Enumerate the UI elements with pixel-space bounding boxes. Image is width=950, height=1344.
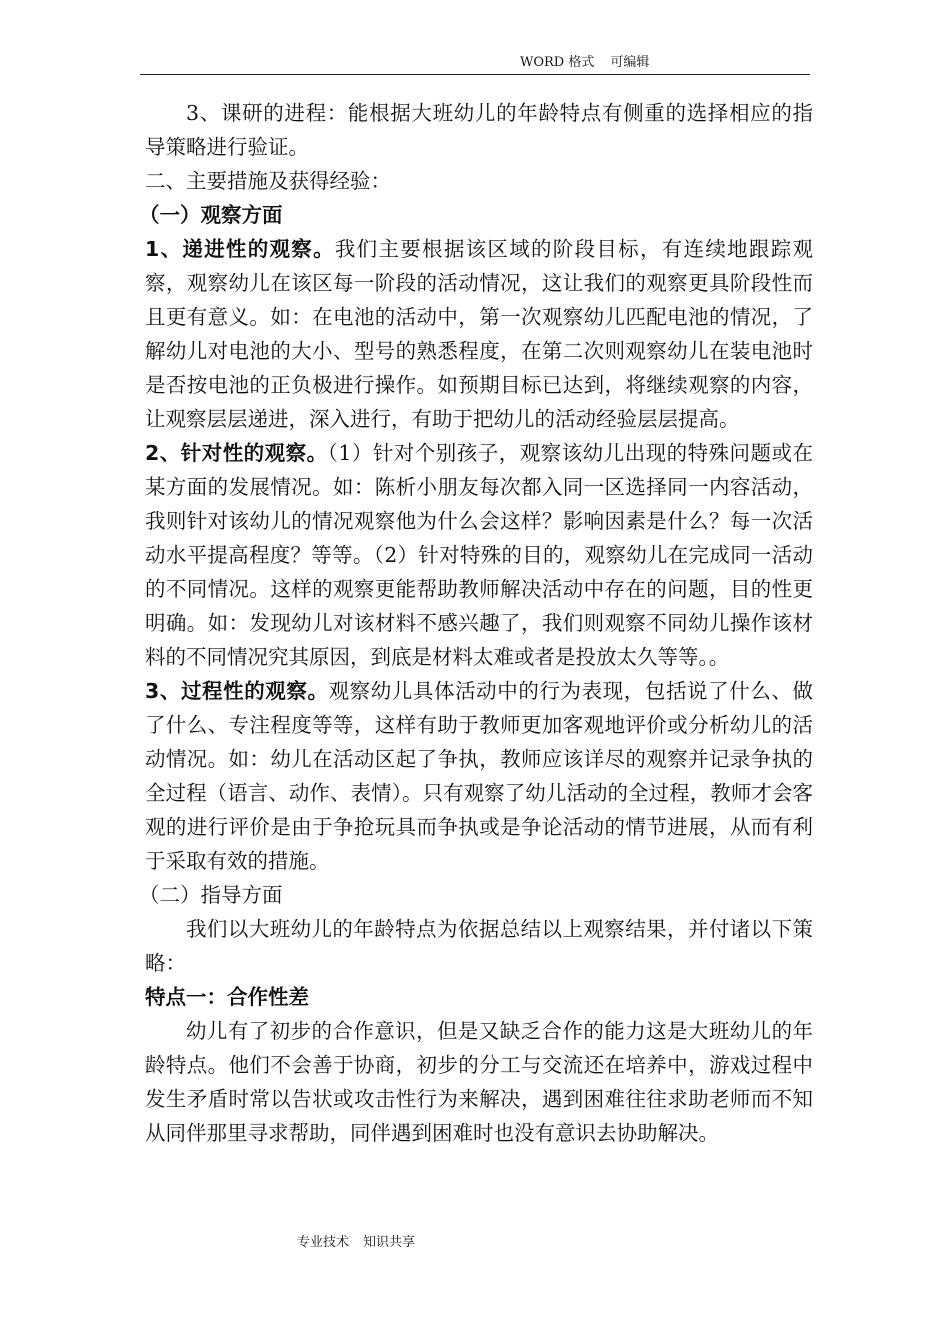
- paragraph-research-progress: 3、课研的进程：能根据大班幼儿的年龄特点有侧重的选择相应的指导策略进行验证。: [145, 101, 813, 159]
- lead-targeted-observation: 2、针对性的观察。: [145, 441, 328, 465]
- heading-guidance: （二）指导方面: [139, 883, 283, 907]
- footer-share-label: 知识共享: [363, 1235, 416, 1250]
- footer-tech-label: 专业技术: [297, 1235, 350, 1250]
- header-editable-label: 可编辑: [610, 55, 650, 70]
- lead-process-observation: 3、过程性的观察。: [145, 679, 329, 703]
- paragraph-process-observation: [145, 674, 813, 878]
- document-body: [139, 96, 814, 1150]
- lead-progressive-observation: 1、递进性的观察。: [145, 237, 335, 261]
- paragraph-targeted-observation: [145, 436, 813, 674]
- paragraph-progressive-observation: [145, 232, 813, 436]
- page-header: [140, 55, 810, 75]
- text-progressive-observation: 我们主要根据该区域的阶段目标，有连续地跟踪观察，观察幼儿在该区每一阶段的活动情况，这让我们的观察更具阶段性而且更有意义。如：在电池的活动中，第一次观察幼儿匹配电池的情况，了解幼儿对电池的大小、型号的熟悉程度，在第二次则观察幼儿在装电池时是否按电池的正负极进行操作。如预期目标已达到，将继续观察的内容，让观察层层递进，深入进行，有助于把幼儿的活动经验层层提高。: [145, 237, 814, 431]
- paragraph-feature-one: 幼儿有了初步的合作意识，但是又缺乏合作的能力这是大班幼儿的年龄特点。他们不会善于协商，初步的分工与交流还在培养中，游戏过程中发生矛盾时常以告状或攻击性行为来解决，遇到困难往往求助老师而不知从同伴那里寻求帮助，同伴遇到困难时也没有意识去协助解决。: [145, 1019, 813, 1145]
- paragraph-guidance-intro: 我们以大班幼儿的年龄特点为依据总结以上观察结果，并付诸以下策略：: [145, 917, 813, 975]
- page-footer: [297, 1235, 429, 1251]
- text-process-observation: 观察幼儿具体活动中的行为表现，包括说了什么、做了什么、专注程度等等，这样有助于教师更加客观地评价或分析幼儿的活动情况。如：幼儿在活动区起了争执，教师应该详尽的观察并记录争执的全过程（语言、动作、表情）。只有观察了幼儿活动的全过程，教师才会客观的进行评价是由于争抢玩具而争执或是争论活动的情节进展，从而有利于采取有效的措施。: [145, 679, 814, 873]
- heading-main-measures: 二、主要措施及获得经验：: [145, 169, 391, 193]
- heading-feature-one: 特点一：合作性差: [145, 985, 309, 1009]
- heading-observation: （一）观察方面: [139, 203, 283, 227]
- text-targeted-observation: （1）针对个别孩子，观察该幼儿出现的特殊问题或在某方面的发展情况。如：陈析小朋友每次都入同一区选择同一内容活动，我则针对该幼儿的情况观察他为什么会这样？影响因素是什么？每一次活动水平提高程度？等等。（2）针对特殊的目的，观察幼儿在完成同一活动的不同情况。这样的观察更能帮助教师解决活动中存在的问题，目的性更明确。如：发现幼儿对该材料不感兴趣了，我们则观察不同幼儿操作该材料的不同情况究其原因，到底是材料太难或者是投放太久等等。。: [145, 441, 813, 669]
- header-text: [520, 55, 665, 71]
- header-format-label: WORD 格式: [520, 55, 595, 70]
